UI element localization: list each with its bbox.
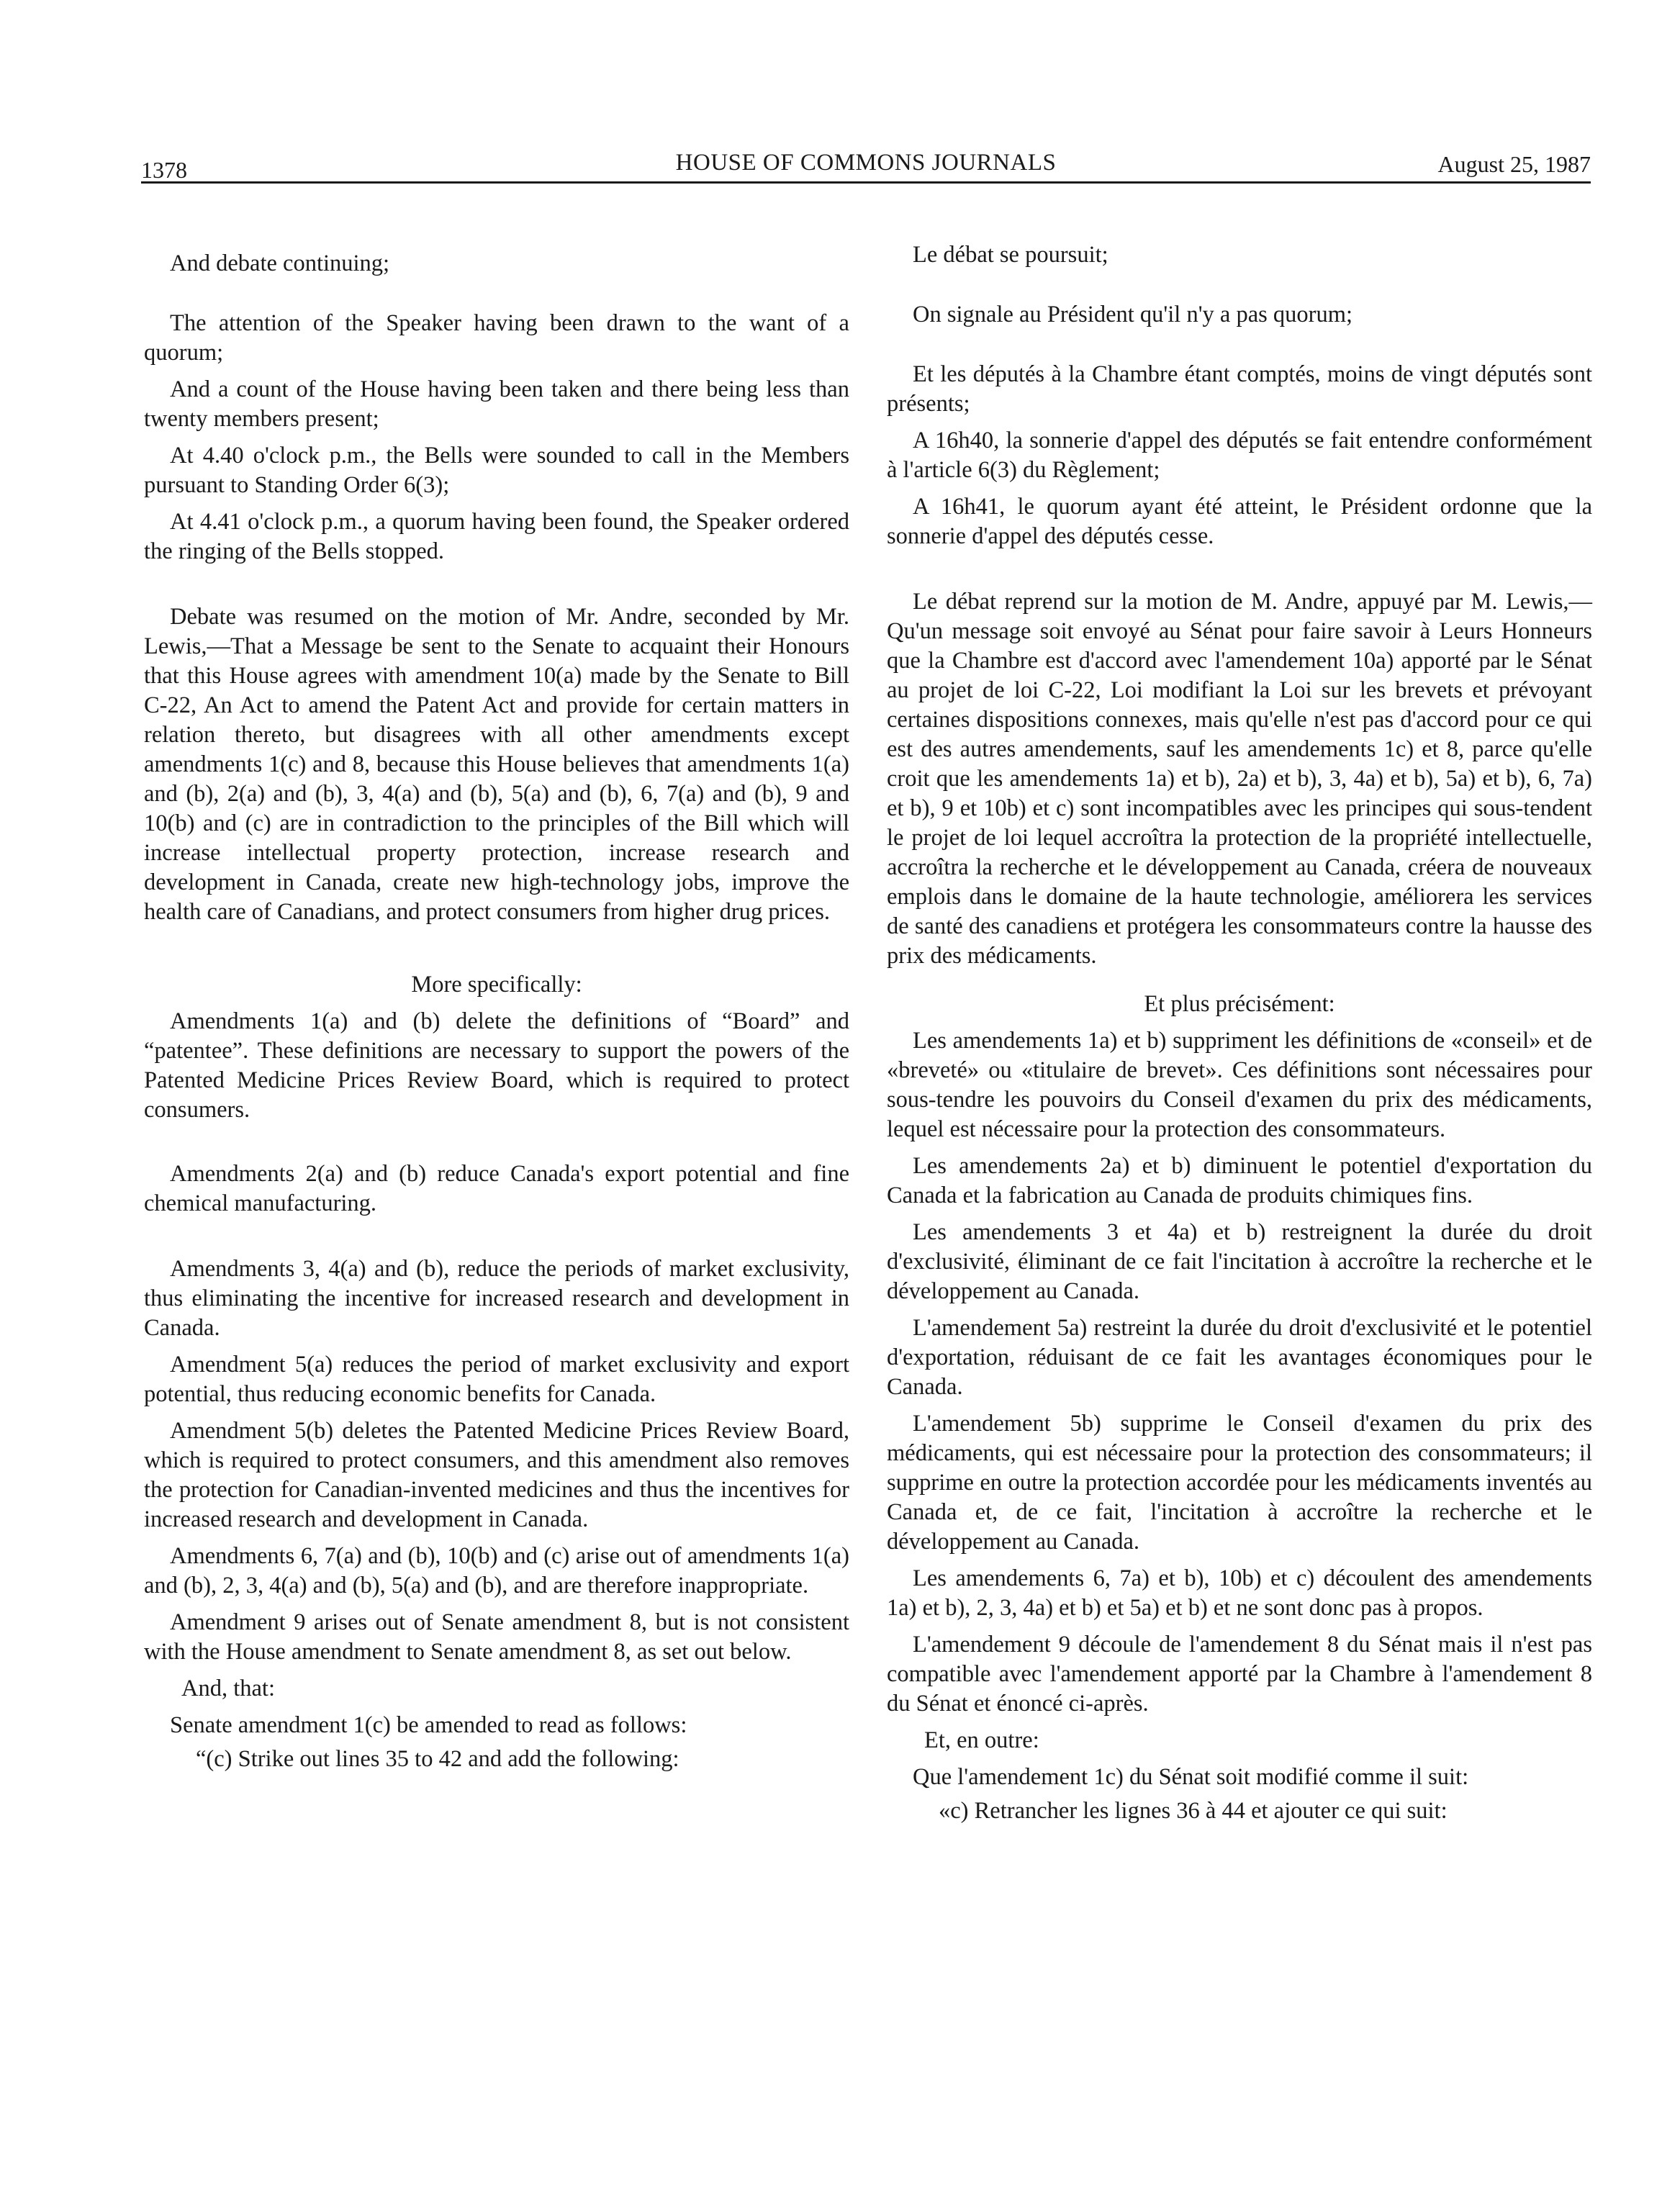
en-paragraph-debate-continuing: And debate continuing;	[170, 250, 390, 276]
page-header	[141, 141, 1591, 184]
en-paragraph-count: And a count of the House having been taken and there being less than twenty members present;	[144, 376, 849, 432]
fr-paragraph-amendement-6-7-10: Les amendements 6, 7a) et b), 10b) et c) découlent des amendements 1a) et b), 2, 3, 4a) et b) et 5a) et b) et ne sont donc pas à propos.	[887, 1565, 1592, 1621]
en-paragraph-and-that: And, that:	[181, 1676, 275, 1701]
fr-paragraph-en-outre: Et, en outre:	[924, 1727, 1039, 1753]
fr-paragraph-deputes-comptes: Et les députés à la Chambre étant comptés, moins de vingt députés sont présents;	[887, 361, 1592, 417]
fr-paragraph-amendement-2: Les amendements 2a) et b) diminuent le potentiel d'exportation du Canada et la fabrication au Canada de produits chimiques fins.	[887, 1153, 1592, 1208]
en-paragraph-senate-amendment: Senate amendment 1(c) be amended to read as follows:	[170, 1712, 687, 1738]
french-column	[887, 230, 1592, 1826]
fr-paragraph-quorum: On signale au Président qu'il n'y a pas quorum;	[913, 302, 1353, 327]
en-paragraph-amendment-1: Amendments 1(a) and (b) delete the definitions of “Board” and “patentee”. These definitions are necessary to support the powers of the Patented Medicine Prices Review Board, which is required to protect consumers.	[144, 1008, 849, 1123]
en-paragraph-motion: Debate was resumed on the motion of Mr. Andre, seconded by Mr. Lewis,—That a Message be sent to the Senate to acquaint their Honours that this House agrees with amendment 10(a) made by the Senate to Bill C-22, An Act to amend the Patent Act and provide for certain matters in relation thereto, but disagrees with all other amendments except amendments 1(c) and 8, because this House believes that amendments 1(a) and (b), 2(a) and (b), 3, 4(a) and (b), 5(a) and (b), 6, 7(a) and (b), 9 and 10(b) and (c) are in contradiction to the principles of the Bill which will increase intellectual property protection, increase research and development in Canada, create new high-technology jobs, improve the health care of Canadians, and protect consumers from higher drug prices.	[144, 604, 849, 925]
fr-paragraph-sonnerie: A 16h40, la sonnerie d'appel des députés se fait entendre conformément à l'article 6(3) du Règlement;	[887, 428, 1592, 483]
fr-paragraph-retrancher: «c) Retrancher les lignes 36 à 44 et ajouter ce qui suit:	[939, 1798, 1448, 1824]
fr-paragraph-motion: Le débat reprend sur la motion de M. Andre, appuyé par M. Lewis,—Qu'un message soit envoyé au Sénat pour faire savoir à Leurs Honneurs que la Chambre est d'accord avec l'amendement 10a) apporté par le Sénat au projet de loi C-22, Loi modifiant la Loi sur les brevets et prévoyant certaines dispositions connexes, mais qu'elle n'est pas d'accord pour ce qui est des autres amendements, sauf les amendements 1c) et 8, parce qu'elle croit que les amendements 1a) et b), 2a) et b), 3, 4a) et b), 5a) et b), 6, 7a) et b), 9 et 10b) et c) sont incompatibles avec les principes qui sous-tendent le projet de loi lequel accroîtra la protection de la propriété intellectuelle, accroîtra la recherche et le développement au Canada, créera de nouveaux emplois dans le domaine de la haute technologie, améliorera les services de santé des canadiens et protégera les consommateurs contre la hausse des prix des médicaments.	[887, 589, 1592, 969]
fr-paragraph-amendement-3-4: Les amendements 3 et 4a) et b) restreignent la durée du droit d'exclusivité, éliminant de ce fait l'incitation à accroître la recherche et le développement au Canada.	[887, 1219, 1592, 1304]
fr-paragraph-amendement-senat: Que l'amendement 1c) du Sénat soit modifié comme il suit:	[913, 1764, 1469, 1790]
en-heading-more-specifically: More specifically:	[411, 972, 582, 998]
fr-paragraph-debat-poursuit: Le débat se poursuit;	[913, 242, 1108, 268]
en-paragraph-amendment-5b: Amendment 5(b) deletes the Patented Medicine Prices Review Board, which is required to protect consumers, and this amendment also removes the protection for Canadian-invented medicines and thus the incentives for increased research and development in Canada.	[144, 1418, 849, 1532]
en-paragraph-bells-sounded: At 4.40 o'clock p.m., the Bells were sounded to call in the Members pursuant to Standing Order 6(3);	[144, 443, 849, 498]
fr-paragraph-amendement-5b: L'amendement 5b) supprime le Conseil d'examen du prix des médicaments, qui est nécessaire pour la protection des consommateurs; il supprime en outre la protection accordée pour les médicaments inventés au Canada et, de ce fait, l'incitation à accroître la recherche et le développement au Canada.	[887, 1411, 1592, 1555]
english-column	[144, 230, 849, 1774]
fr-paragraph-amendement-1: Les amendements 1a) et b) suppriment les définitions de «conseil» et de «breveté» ou «titulaire de brevet». Ces définitions sont nécessaires pour sous-tendre les pouvoirs du Conseil d'examen du prix des médicaments, lequel est nécessaire pour la protection des consommateurs.	[887, 1028, 1592, 1142]
en-paragraph-strike-out: “(c) Strike out lines 35 to 42 and add the following:	[196, 1746, 679, 1772]
fr-paragraph-amendement-9: L'amendement 9 découle de l'amendement 8 du Sénat mais il n'est pas compatible avec l'amendement apporté par la Chambre à l'amendement 8 du Sénat et énoncé ci-après.	[887, 1632, 1592, 1717]
fr-paragraph-sonnerie-cesse: A 16h41, le quorum ayant été atteint, le Président ordonne que la sonnerie d'appel des députés cesse.	[887, 494, 1592, 549]
fr-heading-plus-precisement: Et plus précisément:	[1144, 991, 1335, 1017]
journal-date: August 25, 1987	[1437, 151, 1591, 177]
en-paragraph-amendment-5a: Amendment 5(a) reduces the period of market exclusivity and export potential, thus reducing economic benefits for Canada.	[144, 1352, 849, 1407]
page-number: 1378	[141, 157, 187, 183]
journal-title: HOUSE OF COMMONS JOURNALS	[675, 150, 1057, 176]
en-paragraph-amendment-9: Amendment 9 arises out of Senate amendment 8, but is not consistent with the House amendment to Senate amendment 8, as set out below.	[144, 1609, 849, 1665]
en-paragraph-amendment-6-7-10: Amendments 6, 7(a) and (b), 10(b) and (c) arise out of amendments 1(a) and (b), 2, 3, 4(a) and (b), 5(a) and (b), and are therefore inappropriate.	[144, 1543, 849, 1599]
en-paragraph-amendment-3-4: Amendments 3, 4(a) and (b), reduce the periods of market exclusivity, thus eliminating the incentive for increased research and development in Canada.	[144, 1256, 849, 1341]
en-paragraph-quorum-want: The attention of the Speaker having been drawn to the want of a quorum;	[144, 310, 849, 366]
fr-paragraph-amendement-5a: L'amendement 5a) restreint la durée du droit d'exclusivité et le potentiel d'exportation, réduisant de ce fait les avantages économiques pour le Canada.	[887, 1315, 1592, 1400]
en-paragraph-bells-stopped: At 4.41 o'clock p.m., a quorum having been found, the Speaker ordered the ringing of the Bells stopped.	[144, 509, 849, 564]
en-paragraph-amendment-2: Amendments 2(a) and (b) reduce Canada's export potential and fine chemical manufacturing.	[144, 1161, 849, 1216]
